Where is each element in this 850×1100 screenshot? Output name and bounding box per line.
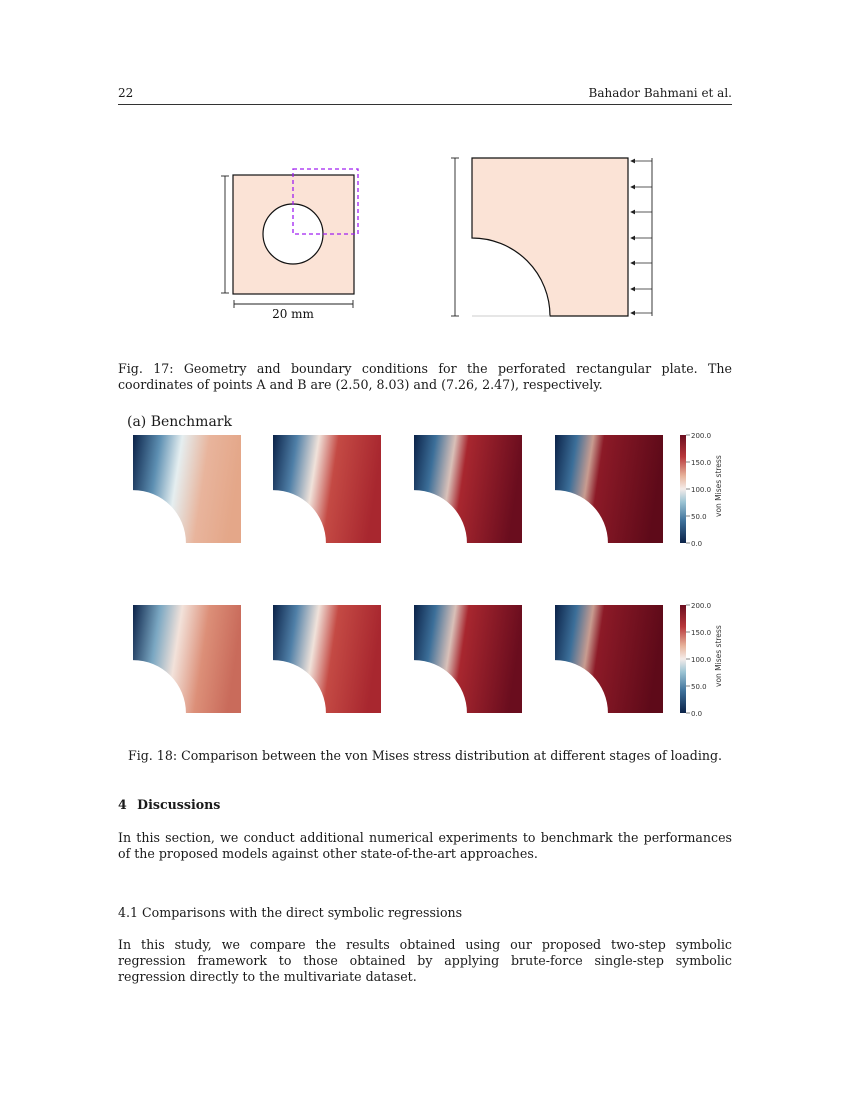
section-title: Discussions (137, 797, 221, 812)
figure-17-caption: Fig. 17: Geometry and boundary conditions for the perforated rectangular plate. The coordinates of points A and B are (2.50, 8.03) and (7.26, 2.47), respectively. (118, 361, 732, 392)
colorbar-tick: 0.0 (691, 710, 703, 718)
colorbar-tick: 100.0 (691, 486, 712, 494)
figure-18-stress-panels (0, 420, 850, 730)
colorbar-tick: 100.0 (691, 656, 712, 664)
running-header-authors: Bahador Bahmani et al. (588, 86, 732, 100)
stress-contour-row2-col4 (555, 605, 663, 713)
panel-label-benchmark: (a) Benchmark (127, 414, 232, 430)
quarter-plate-diagram (451, 158, 652, 316)
page-number: 22 (118, 86, 134, 100)
colorbar-tick: 0.0 (691, 540, 703, 548)
colorbar-tick: 200.0 (691, 432, 712, 440)
quarter-plate-outline (472, 158, 628, 316)
colorbar-title: von Mises stress (714, 625, 723, 687)
colorbar-gradient (680, 435, 686, 543)
stress-contour-row1-col4 (555, 435, 663, 543)
colorbar-tick: 200.0 (691, 602, 712, 610)
colorbar-gradient (680, 605, 686, 713)
section-heading (118, 797, 220, 812)
stress-contour-row2-col3 (414, 605, 522, 713)
section-number: 4 (118, 797, 127, 812)
full-plate-diagram (221, 169, 358, 321)
colorbar-bottom (680, 602, 723, 718)
colorbar-tick: 150.0 (691, 459, 712, 467)
figure-17-geometry (0, 0, 850, 340)
colorbar-title: von Mises stress (714, 455, 723, 517)
stress-contour-row2-col2 (273, 605, 381, 713)
dimension-label: 20 mm (272, 307, 314, 321)
stress-contour-row1-col2 (273, 435, 381, 543)
colorbar-tick: 50.0 (691, 513, 707, 521)
colorbar-top (680, 432, 723, 548)
traction-load-arrows (631, 158, 652, 316)
colorbar-tick: 150.0 (691, 629, 712, 637)
body-paragraph: In this study, we compare the results obtained using our proposed two-step symbolic regression framework to those obtained by applying brute-force single-step symbolic regression directly to the multivariate dataset. (118, 937, 732, 984)
colorbar-tick: 50.0 (691, 683, 707, 691)
figure-18-caption: Fig. 18: Comparison between the von Mises stress distribution at different stages of loading. (127, 748, 723, 763)
body-paragraph: In this section, we conduct additional numerical experiments to benchmark the performances of the proposed models against other state-of-the-art approaches. (118, 830, 732, 861)
subsection-heading: 4.1 Comparisons with the direct symbolic regressions (118, 905, 463, 920)
stress-contour-row2-col1 (133, 605, 241, 713)
stress-contour-row1-col3 (414, 435, 522, 543)
stress-contour-row1-col1 (133, 435, 241, 543)
plate-hole (263, 204, 323, 264)
